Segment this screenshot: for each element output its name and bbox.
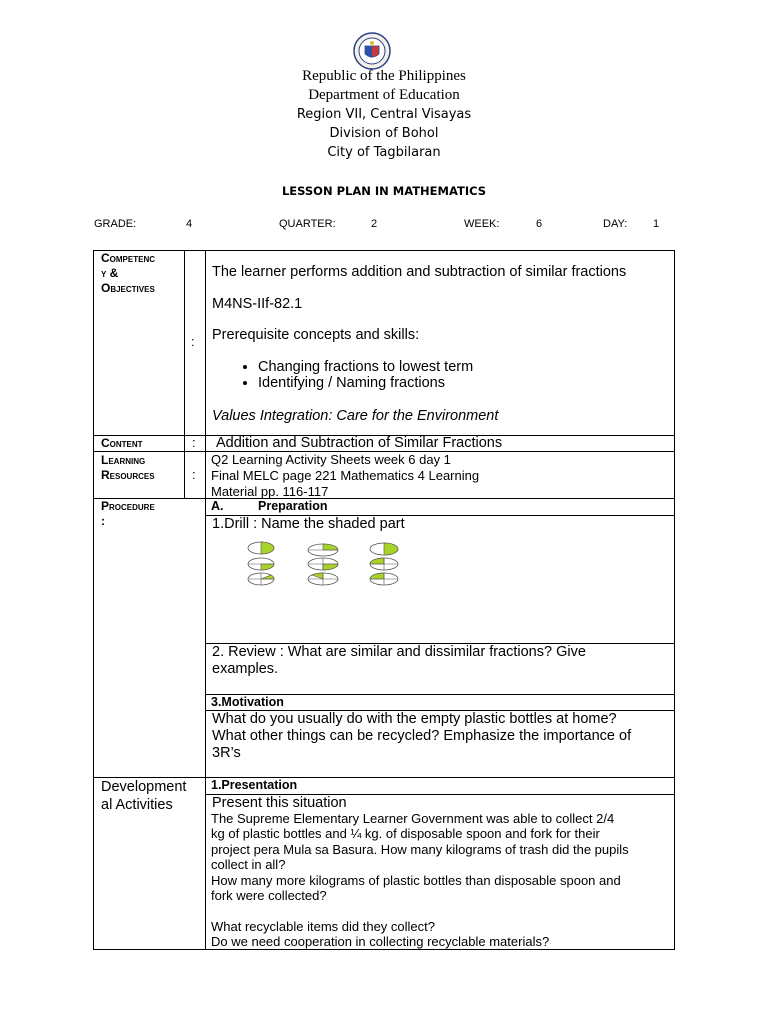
development-label-2: al Activities — [101, 797, 173, 813]
objective-text: The learner performs addition and subtraction of similar fractions — [212, 264, 627, 280]
fraction-drill-figures — [240, 540, 410, 590]
content-value: Addition and Subtraction of Similar Fractions — [216, 435, 503, 451]
grade-label: GRADE: — [94, 218, 137, 230]
situation-line: Do we need cooperation in collecting recyclable materials? — [211, 934, 550, 949]
resources-label-2: Resources — [101, 468, 155, 482]
presentation-heading: 1.Presentation — [211, 778, 298, 792]
content-colon: : — [192, 435, 196, 450]
resource-line-1: Q2 Learning Activity Sheets week 6 day 1 — [211, 452, 451, 467]
situation-line: collect in all? — [211, 857, 286, 872]
prereq-list — [240, 359, 473, 391]
document-title: LESSON PLAN IN MATHEMATICS — [281, 184, 487, 198]
competency-label-3: Objectives — [101, 281, 155, 295]
competency-code: M4NS-IIf-82.1 — [212, 296, 303, 312]
department-title: Department of Education — [308, 87, 460, 103]
competency-label-2: y & — [101, 266, 119, 280]
situation-line: project pera Mula sa Basura. How many kilograms of trash did the pupils — [211, 842, 629, 857]
situation-line: The Supreme Elementary Learner Government was able to collect 2/4 — [211, 811, 615, 826]
preparation-letter: A. — [211, 499, 224, 513]
situation-line: What recyclable items did they collect? — [211, 919, 435, 934]
division-line: Division of Bohol — [329, 126, 439, 141]
prereq-item: • Identifying / Naming fractions — [258, 375, 473, 391]
quarter-value: 2 — [371, 218, 378, 230]
fraction-figure — [308, 544, 338, 585]
region-line: Region VII, Central Visayas — [296, 107, 472, 122]
presentation-intro: Present this situation — [212, 795, 347, 811]
situation-line: kg of plastic bottles and ¼ kg. of disposable spoon and fork for their — [211, 826, 600, 841]
review-line-2: examples. — [212, 661, 279, 677]
drill-text: 1.Drill : Name the shaded part — [212, 516, 405, 532]
procedure-colon: : — [101, 514, 105, 528]
preparation-heading: Preparation — [258, 499, 328, 513]
procedure-label: Procedure — [101, 499, 155, 513]
week-value: 6 — [536, 218, 543, 230]
situation-line: How many more kilograms of plastic bottles than disposable spoon and — [211, 873, 621, 888]
review-line-1: 2. Review : What are similar and dissimilar fractions? Give — [212, 644, 586, 660]
resources-colon: : — [192, 467, 196, 482]
prereq-item: • Changing fractions to lowest term — [258, 359, 473, 375]
competency-colon: : — [191, 334, 195, 349]
content-label: Content — [101, 436, 143, 450]
fraction-figure — [248, 542, 274, 585]
motivation-line-1: What do you usually do with the empty plastic bottles at home? — [212, 711, 617, 727]
values-integration: Values Integration: Care for the Environment — [212, 408, 499, 424]
motivation-line-2: What other things can be recycled? Emphasize the importance of — [212, 728, 632, 744]
country-title: Republic of the Philippines — [302, 68, 466, 84]
quarter-label: QUARTER: — [279, 218, 336, 230]
week-label: WEEK: — [464, 218, 500, 230]
day-label: DAY: — [603, 218, 628, 230]
seal-icon — [353, 32, 391, 70]
resources-label-1: Learning — [101, 453, 146, 467]
city-line: City of Tagbilaran — [327, 145, 441, 160]
fraction-figure — [370, 543, 398, 585]
motivation-line-3: 3R’s — [212, 745, 241, 761]
motivation-heading: 3.Motivation — [211, 695, 284, 709]
prereq-title: Prerequisite concepts and skills: — [212, 327, 420, 343]
competency-label-1: Competenc — [101, 251, 156, 265]
resource-line-2: Final MELC page 221 Mathematics 4 Learning — [211, 468, 480, 483]
development-label-1: Development — [101, 779, 187, 795]
grade-value: 4 — [186, 218, 193, 230]
day-value: 1 — [653, 218, 660, 230]
situation-line: fork were collected? — [211, 888, 327, 903]
deped-seal — [353, 32, 391, 70]
resource-line-3: Material pp. 116-117 — [211, 484, 329, 499]
